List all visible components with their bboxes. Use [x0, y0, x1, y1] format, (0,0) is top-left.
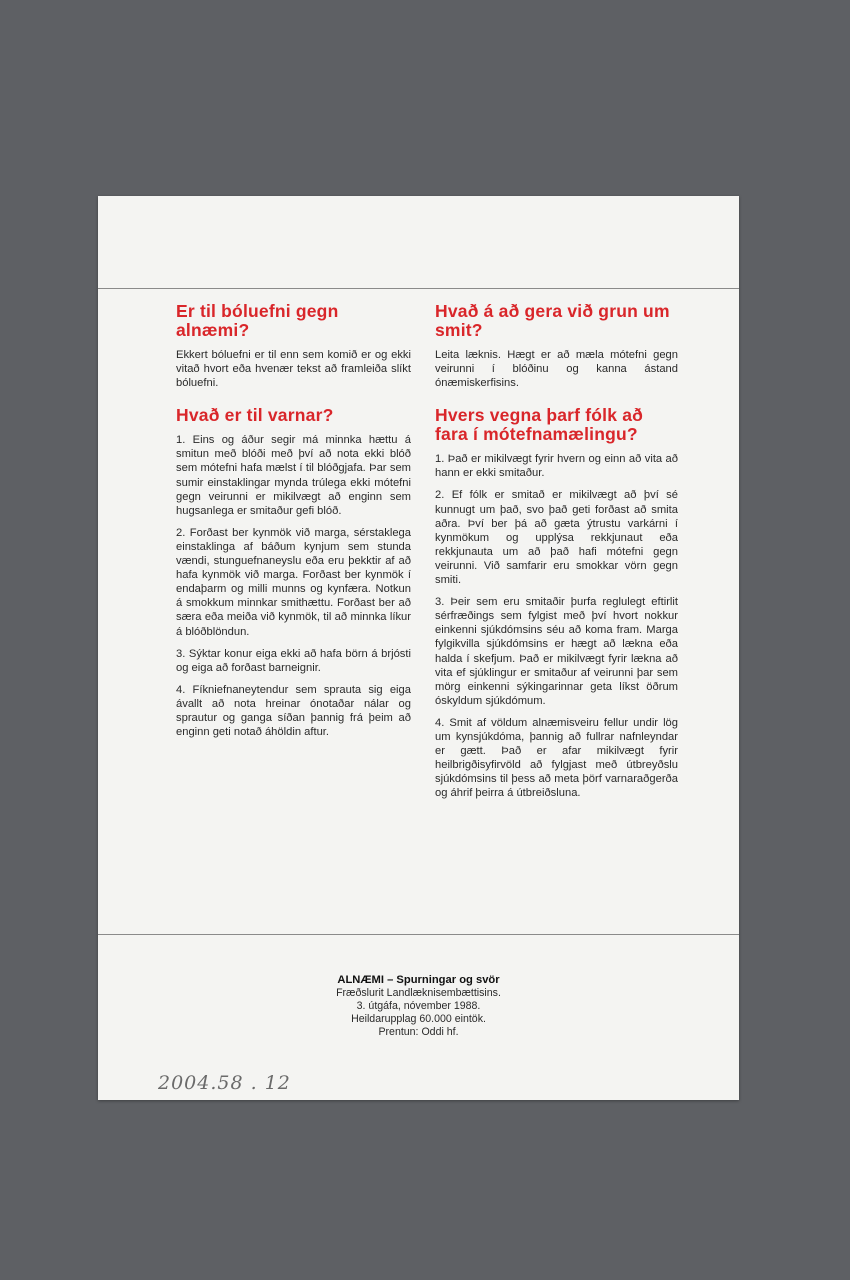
paragraph-suspected-infection: Leita læknis. Hægt er að mæla mótefni gegn veirunni í blóðinu og kanna ástand ónæmiskerfisins. [435, 349, 678, 390]
prevention-item-2: 2. Forðast ber kynmök við marga, sérstaklega einstaklinga af báðum kynjum sem stunda vændi, stunguefnaneyslu eða eru þekktir af að hafa kynmök við marga. Forðast ber kynmök í endaþarm og milli munns og kynfæra. Notkun á smokkum minnkar smithættu. Forðast ber að særa eða meiða við kynmök, til að minnka líkur á blóðblöndun. [176, 526, 411, 638]
heading-antibody-testing: Hvers vegna þarf fólk að fara í mótefnamælingu? [435, 405, 644, 445]
heading-prevention: Hvað er til varnar? [176, 405, 334, 426]
colophon-edition: 3. útgáfa, nóvember 1988. [356, 1000, 481, 1012]
bottom-divider [98, 934, 739, 935]
top-divider [98, 288, 739, 289]
prevention-item-3: 3. Sýktar konur eiga ekki að hafa börn á brjósti og eiga að forðast barneignir. [176, 647, 411, 674]
heading-suspected-infection: Hvað á að gera við grun um smit? [435, 301, 670, 340]
colophon-printer: Prentun: Oddi hf. [378, 1026, 459, 1038]
handwritten-accession-number: 2004.58 . 12 [158, 1072, 291, 1094]
colophon-title: ALNÆMI – Spurningar og svör [337, 974, 500, 986]
colophon-publisher: Fræðslurit Landlæknisembættisins. [336, 987, 501, 999]
prevention-item-4: 4. Fíkniefnaneytendur sem sprauta sig eiga ávallt að nota hreinar ónotaðar nálar og sprautur og ganga síðan þannig frá þeim að enginn geti notað áhöldin aftur. [176, 683, 411, 739]
testing-item-1: 1. Það er mikilvægt fyrir hvern og einn að vita að hann er ekki smitaður. [435, 453, 678, 480]
right-column [435, 302, 678, 808]
testing-item-4: 4. Smit af völdum alnæmisveiru fellur undir lög um kynsjúkdóma, þannig að fullrar nafnleyndar er gætt. Það er afar mikilvægt fyrir heilbrigðisyfirvöld að fylgjast með útbreyðslu sjúkdómsins til þess að meta þörf varnaraðgerða og áhrif þeirra á útbreiðsluna. [435, 716, 678, 800]
leaflet-page [98, 196, 739, 1100]
heading-vaccine: Er til bóluefni gegn alnæmi? [176, 301, 339, 340]
prevention-item-1: 1. Eins og áður segir má minnka hættu á smitun með blóði með því að nota ekki blóð sem mótefni hafa mælst í til blóðgjafa. Þar sem sumir einstaklingar mynda trúlega ekki mótefni gegn veirunni er mikilvægt að enginn sem hugsanlega er smitaður gefi blóð. [176, 434, 411, 517]
left-column [176, 302, 411, 747]
colophon [98, 974, 739, 1039]
colophon-print-run: Heildarupplag 60.000 eintök. [351, 1013, 486, 1025]
testing-item-3: 3. Þeir sem eru smitaðir þurfa reglulegt eftirlit sérfræðings sem fylgist með því hvort nokkur einkenni sjúkdómsins séu að koma fram. Marga fylgikvilla sjúkdómsins er hægt að lækna eða halda í skefjum. Það er mikilvægt fyrir lækna að vita ef sjúklingur er smitaður af veirunni þar sem mörg einkenni sýkingarinnar geta líkst öðrum óskyldum sjúkdómum. [435, 596, 678, 707]
paragraph-vaccine: Ekkert bóluefni er til enn sem komið er og ekki vitað hvort eða hvenær tekst að framleiða slíkt bóluefni. [176, 349, 411, 390]
testing-item-2: 2. Ef fólk er smitað er mikilvægt að því sé kunnugt um það, svo það geti forðast að smita aðra. Því ber þá að gæta ýtrustu varkárni í kynmökum og upplýsa rekkjunaut eða rekkjunauta um að það hafi mótefni gegn veirunni. Við samfarir eru smokkar vörn gegn smiti. [435, 489, 678, 587]
